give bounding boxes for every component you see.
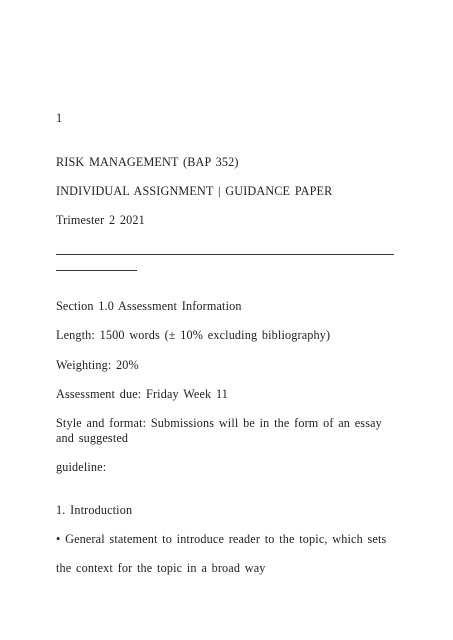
style-format-line-continued: and suggested — [56, 431, 129, 445]
guideline-label: guideline: — [56, 460, 107, 474]
assignment-title: INDIVIDUAL ASSIGNMENT | GUIDANCE PAPER — [56, 184, 333, 198]
bullet-line-continued: the context for the topic in a broad way — [56, 561, 266, 575]
length-line: Length: 1500 words (± 10% excluding bibliography) — [56, 328, 331, 342]
bullet-line: • General statement to introduce reader to the topic, which sets — [56, 532, 387, 546]
course-title: RISK MANAGEMENT (BAP 352) — [56, 155, 239, 169]
separator-line-continued — [56, 270, 137, 271]
separator-line — [56, 254, 394, 255]
trimester-label: Trimester 2 2021 — [56, 213, 145, 227]
due-line: Assessment due: Friday Week 11 — [56, 387, 228, 401]
introduction-heading: 1. Introduction — [56, 503, 133, 517]
section-heading: Section 1.0 Assessment Information — [56, 299, 242, 313]
page-number: 1 — [56, 111, 63, 125]
style-format-line: Style and format: Submissions will be in the form of an essay — [56, 416, 382, 430]
weighting-line: Weighting: 20% — [56, 358, 139, 372]
